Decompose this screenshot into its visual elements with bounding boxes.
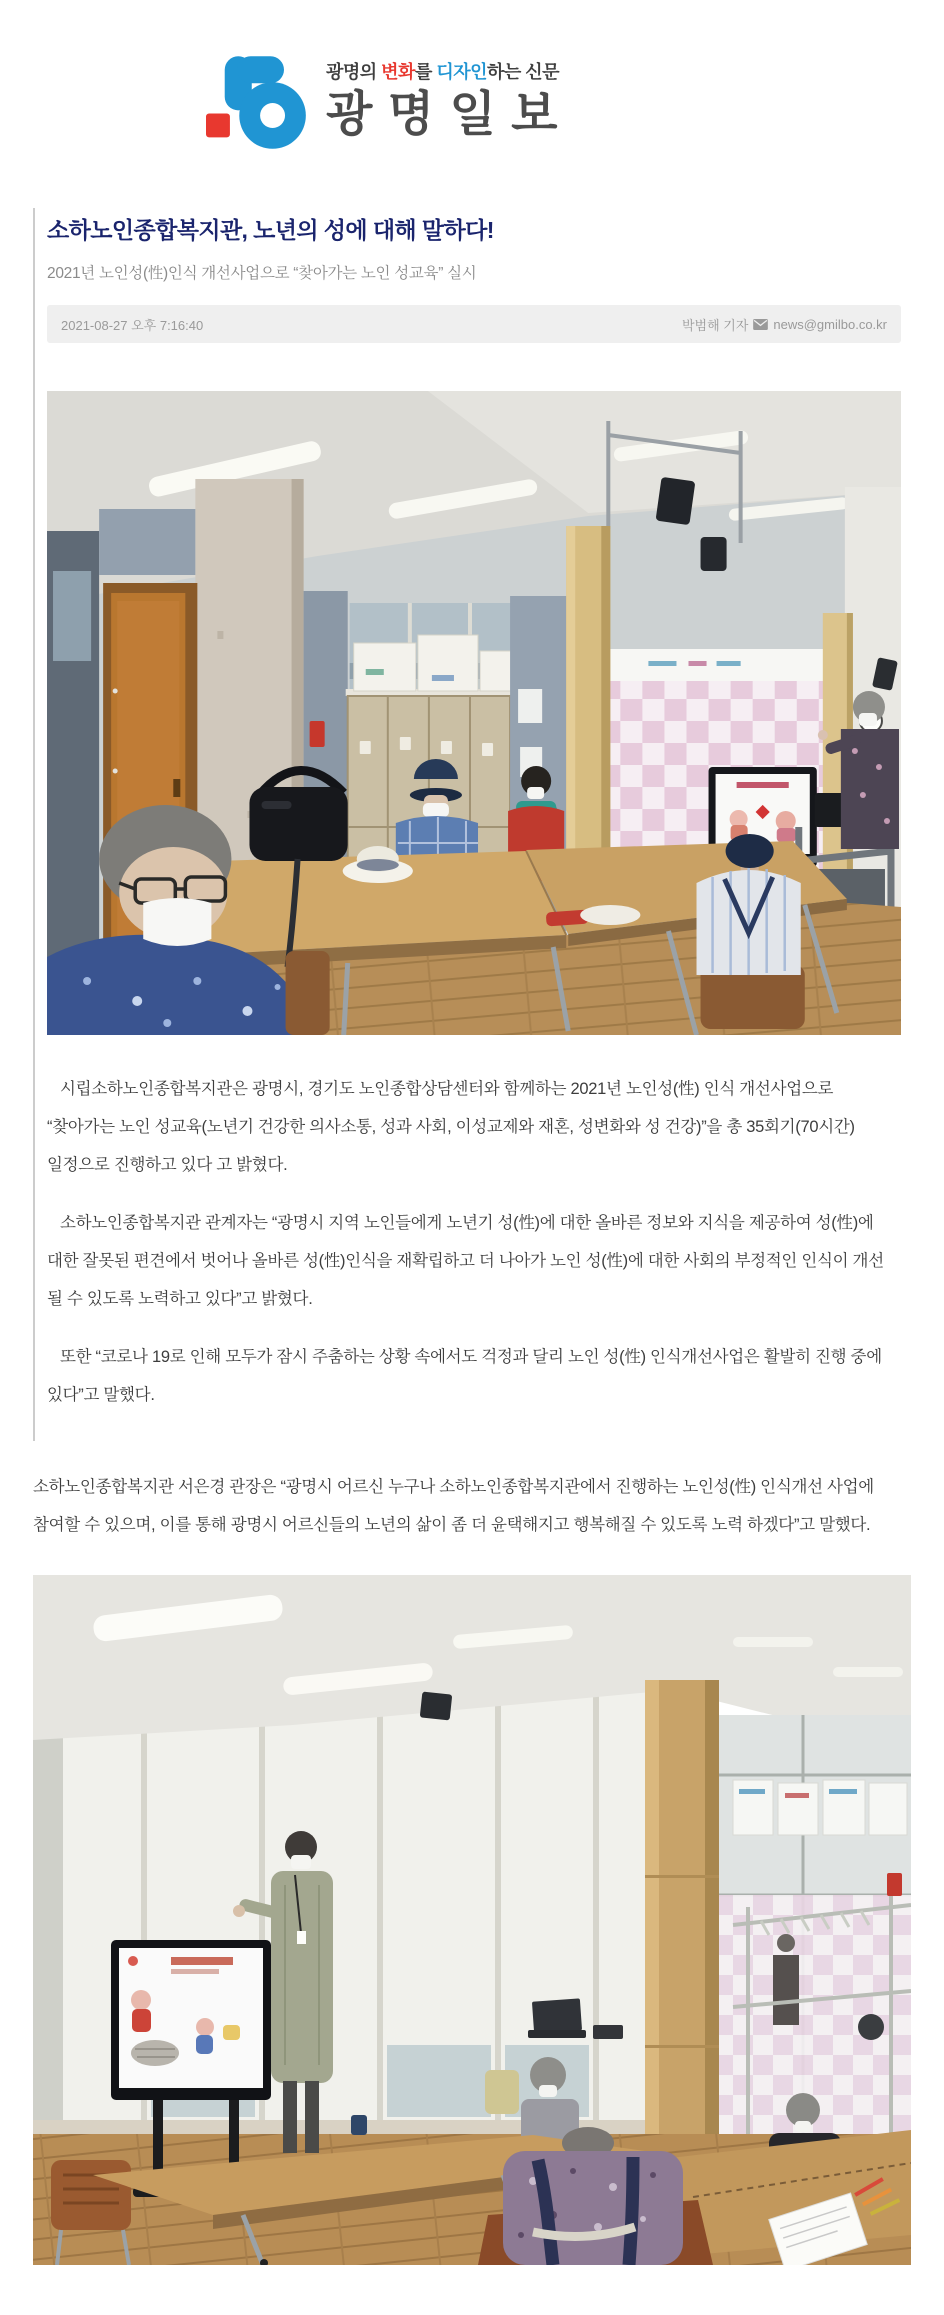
tagline-part: 광명의: [326, 62, 382, 83]
reporter-email[interactable]: news@gmilbo.co.kr: [773, 316, 887, 332]
article-datetime: 2021-08-27 오후 7:16:40: [61, 317, 204, 333]
article-paragraph: 소하노인종합복지관 관계자는 “광명시 지역 노인들에게 노년기 성(性)에 대한 올바른 정보와 지식을 제공하여 성(性)에 대한 잘못된 편견에서 벗어나 올바른 성(性)인식을 재확립하고 더 나아가 노인 성(性)에 대한 사회의 부정적인 인식이 개선 될 수 있도록 노력하고 있다”고 밝혔다.: [47, 1214, 884, 1309]
tagline-highlight-red: 변화: [381, 62, 415, 83]
fire-alarm-icon: [310, 721, 325, 747]
black-bag: [249, 787, 347, 861]
article-photo-2: [33, 1575, 911, 2265]
article: [0, 208, 944, 2265]
newspaper-logo-icon: [206, 52, 310, 152]
article-body-container: [33, 208, 911, 1441]
ceiling-speaker-icon: [420, 1691, 453, 1720]
article-meta-bar: [47, 305, 901, 343]
article-paragraph: 또한 “코로나 19로 인해 모두가 잠시 주춤하는 상황 속에서도 걱정과 달리 노인 성(性) 인식개선사업은 활발히 진행 중에 있다”고 말했다.: [47, 1348, 882, 1404]
laptop-icon: [532, 1998, 582, 2033]
photo-2-scene: [33, 1575, 911, 2265]
article-byline: [682, 315, 887, 334]
tagline-highlight-blue: 디자인: [436, 62, 488, 83]
article-photo-1: [47, 391, 901, 1035]
tagline-part: 하는 신문: [487, 62, 560, 83]
article-paragraph: 시립소하노인종합복지관은 광명시, 경기도 노인종합상담센터와 함께하는 2021년 노인성(性) 인식 개선사업으로 “찾아가는 노인 성교육(노년기 건강한 의사소통, 성과 사회, 이성교제와 재혼, 성변화와 성 건강)”을 총 35회기(70시간) 일정으로 진행하고 있다 고 밝혔다.: [47, 1080, 855, 1175]
newspaper-logo[interactable]: [206, 52, 944, 152]
mug-icon: [351, 2115, 367, 2135]
reporter-name: 박범해 기자: [681, 317, 749, 333]
logo-tagline: [326, 62, 573, 84]
article-subtitle: 2021년 노인성(性)인식 개선사업으로 “찾아가는 노인 성교육” 실시: [47, 265, 477, 283]
article-paragraph: 소하노인종합복지관 서은경 관장은 “광명시 어르신 누구나 소하노인종합복지관에서 진행하는 노인성(性) 인식개선 사업에 참여할 수 있으며, 이를 통해 광명시 어르신들의 노년의 삶이 좀 더 윤택해지고 행복해질 수 있도록 노력 하겠다”고 말했다.: [33, 1477, 874, 1534]
site-header: [0, 0, 944, 164]
tagline-part: 를: [414, 62, 437, 83]
envelope-icon: [753, 319, 768, 330]
fan-icon: [858, 2014, 884, 2040]
article-title: 소하노인종합복지관, 노년의 성에 대해 말하다!: [47, 217, 494, 243]
brand-name: 광명일보: [326, 87, 573, 141]
photo-1-scene: [47, 391, 901, 1035]
mirror-wall: [719, 1715, 911, 2195]
logo-text: [326, 62, 573, 142]
